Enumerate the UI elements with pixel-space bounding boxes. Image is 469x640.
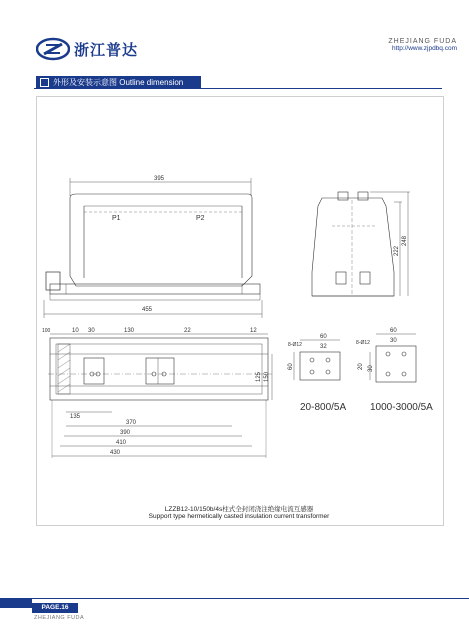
- terminal-detail-b: [356, 328, 433, 413]
- footer-company: ZHEJIANG FUDA: [34, 615, 85, 621]
- section-title: [36, 76, 201, 88]
- term-b-h2: 30: [368, 365, 374, 372]
- dim-390: 390: [120, 430, 131, 436]
- outline-drawing: [36, 96, 442, 496]
- square-bullet-icon: [40, 78, 49, 87]
- dim-135: 135: [70, 414, 81, 420]
- brand-name: ZHEJIANG FUDA: [388, 38, 457, 45]
- logo-text: 浙江普达: [74, 40, 139, 59]
- term-b-w2: 30: [390, 338, 397, 344]
- term-b-w1: 60: [390, 328, 397, 334]
- dim-22: 22: [184, 328, 191, 334]
- dim-130: 130: [124, 328, 135, 334]
- caption-cn: LZZB12-10/150b/4s柱式全封闭浇注绝缘电流互感器: [164, 506, 314, 513]
- section-title-text: 外形及安装示意图 Outline dimension: [53, 77, 184, 87]
- term-b-hole: 8-Ø12: [356, 340, 370, 346]
- label-p1: P1: [112, 215, 121, 222]
- dim-30: 30: [88, 328, 95, 334]
- brand-url: http://www.zjpdbq.com: [391, 45, 457, 52]
- logo-mark-icon: [36, 37, 70, 61]
- dim-100: 100: [42, 328, 51, 334]
- term-a-hole: 8-Ø12: [288, 342, 302, 348]
- company-logo: [36, 36, 138, 62]
- footer-accent: [0, 598, 32, 608]
- footer-rule: [0, 598, 469, 599]
- term-b-h1: 20: [358, 363, 364, 370]
- page-number: PAGE.16: [32, 603, 78, 613]
- term-b-label: 1000-3000/5A: [370, 402, 433, 413]
- dim-222: 222: [394, 245, 400, 256]
- section-rule: [34, 88, 442, 89]
- label-p2: P2: [196, 215, 205, 222]
- front-view: [44, 176, 262, 318]
- dim-150: 150: [264, 371, 270, 382]
- dim-395: 395: [154, 176, 165, 182]
- dim-455: 455: [142, 307, 153, 313]
- term-a-w2: 32: [320, 344, 327, 350]
- brand-block: [388, 38, 457, 52]
- term-a-h: 60: [288, 363, 294, 370]
- dim-370: 370: [126, 420, 137, 426]
- side-view: [312, 192, 410, 296]
- term-a-label: 20-800/5A: [300, 402, 347, 413]
- dim-410: 410: [116, 440, 127, 446]
- terminal-detail-a: [288, 334, 346, 413]
- dim-430: 430: [110, 450, 121, 456]
- plan-view: [42, 328, 272, 458]
- dim-10: 10: [72, 328, 79, 334]
- dim-12: 12: [250, 328, 257, 334]
- dim-125: 125: [256, 371, 262, 382]
- dim-248: 248: [402, 235, 408, 246]
- caption-en: Support type hermetically casted insulation current transformer: [148, 513, 330, 520]
- term-a-w1: 60: [320, 334, 327, 340]
